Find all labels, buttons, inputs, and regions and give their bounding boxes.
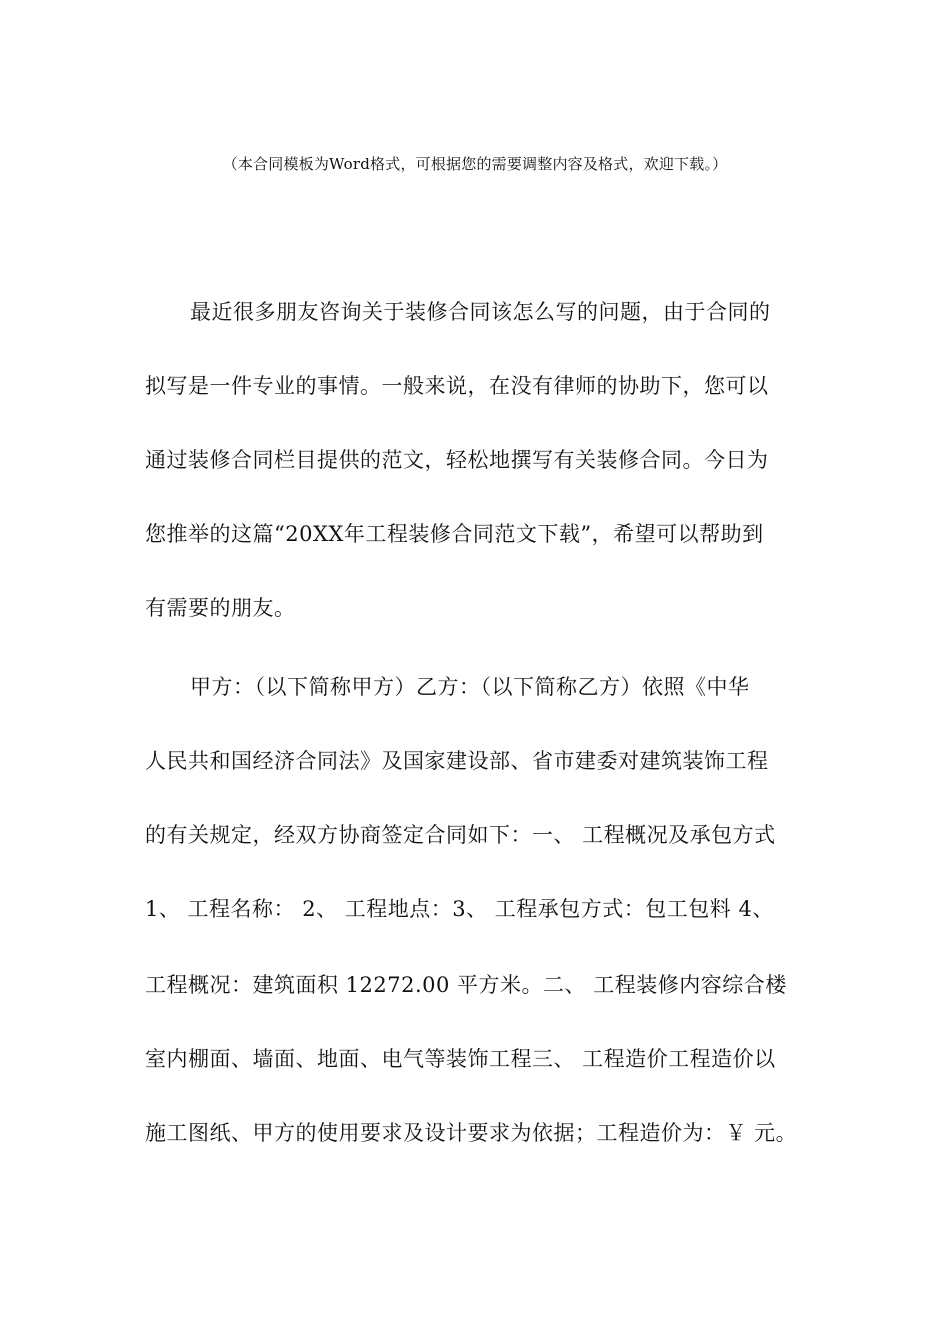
paragraph-1-line-1: 最近很多朋友咨询关于装修合同该怎么写的问题，由于合同的 [190,300,771,324]
paragraph-2-line-6: 室内棚面、墙面、地面、电气等装饰工程三、 工程造价工程造价以 [145,1047,776,1071]
paragraph-2-line-1: 甲方：（以下简称甲方）乙方：（以下简称乙方）依照《中华 [190,675,750,699]
paragraph-2-line-2: 人民共和国经济合同法》及国家建设部、省市建委对建筑装饰工程 [145,749,769,773]
paragraph-2-line-5: 工程概况：建筑面积 12272.00 平方米。二、 工程装修内容综合楼 [145,973,787,997]
paragraph-1-line-2: 拟写是一件专业的事情。一般来说，在没有律师的协助下，您可以 [145,374,769,398]
paragraph-2-line-7: 施工图纸、甲方的使用要求及设计要求为依据；工程造价为：￥ 元。 [145,1121,798,1145]
paragraph-1-line-5: 有需要的朋友。 [145,596,296,620]
template-note: （本合同模板为Word格式，可根据您的需要调整内容及格式，欢迎下载。） [222,155,728,173]
paragraph-1-line-3: 通过装修合同栏目提供的范文，轻松地撰写有关装修合同。今日为 [145,448,769,472]
paragraph-1-line-4: 您推举的这篇“20XX年工程装修合同范文下载”，希望可以帮助到 [145,522,764,546]
paragraph-2-line-4: 1、 工程名称： 2、 工程地点：3、 工程承包方式：包工包料 4、 [145,897,774,921]
paragraph-2-line-3: 的有关规定，经双方协商签定合同如下：一、 工程概况及承包方式 [145,823,776,847]
